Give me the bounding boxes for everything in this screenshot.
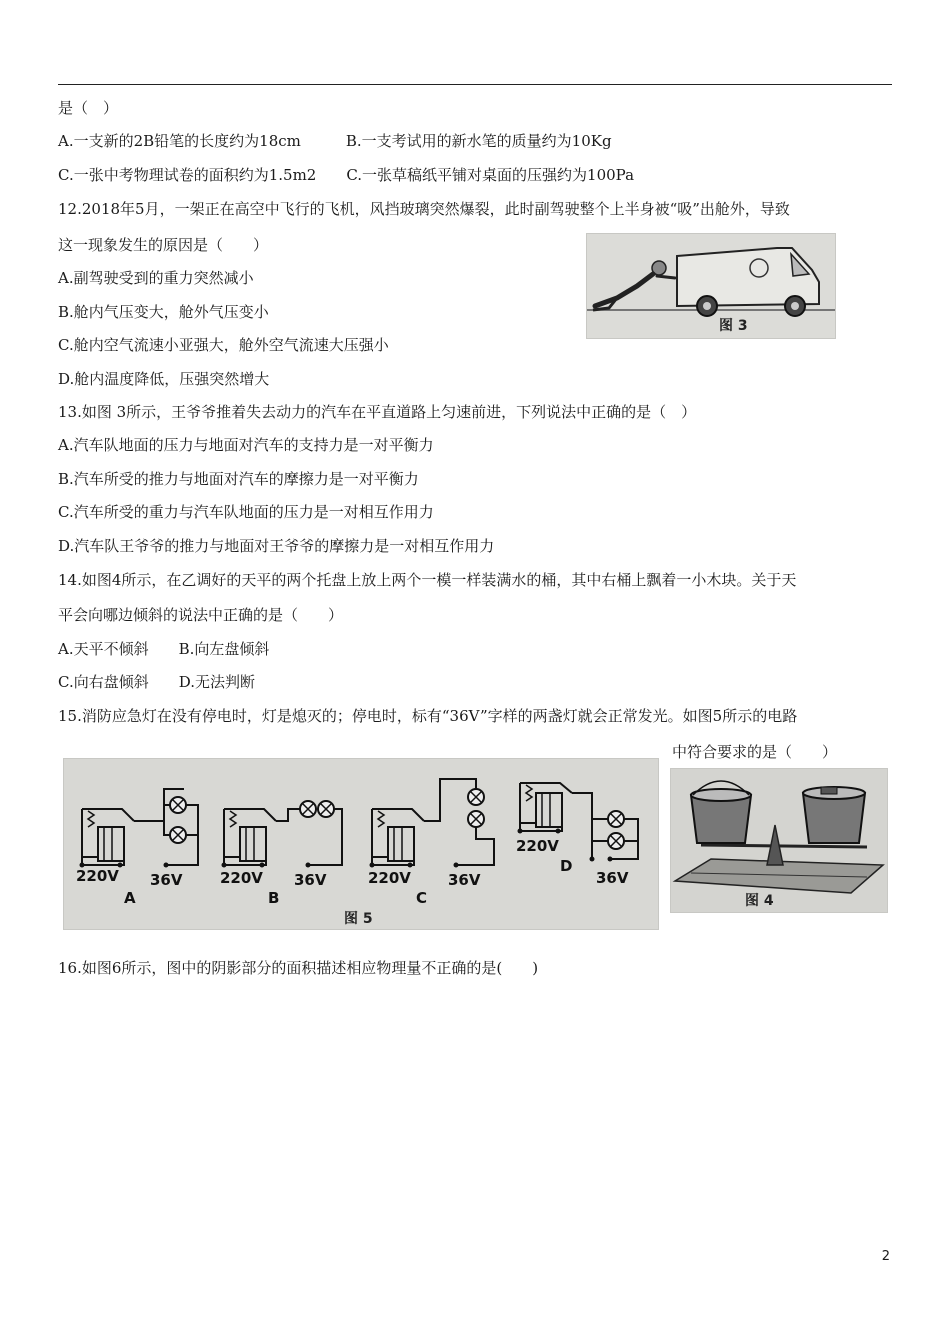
q13-option-a: A.汽车队地面的压力与地面对汽车的支持力是一对平衡力 [58,436,434,454]
figure-4-label: 图 4 [745,893,774,909]
q14-stem-line1: 14.如图4所示，在乙调好的天平的两个托盘上放上两个一模一样装满水的桶，其中右桶上飘着一小木块。关于天 [58,571,797,589]
q11-tail: 是（ ） [58,99,119,117]
circuit-b-v-high: 220V [220,869,263,887]
q12-option-b: B.舱内气压变大，舱外气压变小 [58,303,269,321]
q12-option-a: A.副驾驶受到的重力突然减小 [58,269,254,287]
q11-options-ab: A.一支新的2B铅笔的长度约为18cm B.一支考试用的新水笔的质量约为10Kg [58,132,612,150]
q14-options-cd: C.向右盘倾斜 D.无法判断 [58,673,255,691]
circuit-c-v-low: 36V [448,871,481,889]
circuit-b-letter: B [268,889,280,907]
circuit-c-v-high: 220V [368,869,411,887]
figure-5-label: 图 5 [344,911,373,927]
q13-stem: 13.如图 3所示，王爷爷推着失去动力的汽车在平直道路上匀速前进，下列说法中正确的是（ ） [58,403,697,421]
figure-3-label: 图 3 [719,318,748,334]
q12-stem-line2: 这一现象发生的原因是（ ） [58,236,269,254]
q13-option-d: D.汽车队王爷爷的推力与地面对王爷爷的摩擦力是一对相互作用力 [58,537,495,555]
figure-3-pushing-car [586,233,836,339]
figure-5-circuits [63,758,659,930]
circuit-d-v-low: 36V [596,869,629,887]
q12-option-d: D.舱内温度降低，压强突然增大 [58,370,270,388]
circuit-c-letter: C [416,889,428,907]
q12-stem-line1: 12.2018年5月，一架正在高空中飞行的飞机，风挡玻璃突然爆裂，此时副驾驶整个上半身被“吸”出舱外，导致 [58,200,790,218]
q13-option-b: B.汽车所受的推力与地面对汽车的摩擦力是一对平衡力 [58,470,419,488]
figure-4-balance-buckets [670,768,888,913]
circuit-d-v-high: 220V [516,837,559,855]
q15-stem-line1: 15.消防应急灯在没有停电时，灯是熄灭的；停电时，标有“36V”字样的两盏灯就会正常发光。如图5所示的电路 [58,707,798,725]
header-rule [58,84,892,85]
q16-stem: 16.如图6所示，图中的阴影部分的面积描述相应物理量不正确的是( ) [58,959,539,977]
circuit-a-v-low: 36V [150,871,183,889]
circuit-b-v-low: 36V [294,871,327,889]
q14-options-ab: A.天平不倾斜 B.向左盘倾斜 [58,640,270,658]
q11-options-cd: C.一张中考物理试卷的面积约为1.5m2 C.一张草稿纸平铺对桌面的压强约为100Pa [58,166,635,184]
q13-option-c: C.汽车所受的重力与汽车队地面的压力是一对相互作用力 [58,503,434,521]
page-number: 2 [881,1249,890,1264]
circuit-d-letter: D [560,857,573,875]
circuit-a-letter: A [124,889,136,907]
circuit-a-v-high: 220V [76,867,119,885]
q15-stem-line2: 中符合要求的是（ ） [672,743,838,761]
q12-option-c: C.舱内空气流速小亚强大，舱外空气流速大压强小 [58,336,389,354]
q14-stem-line2: 平会向哪边倾斜的说法中正确的是（ ） [58,606,344,624]
